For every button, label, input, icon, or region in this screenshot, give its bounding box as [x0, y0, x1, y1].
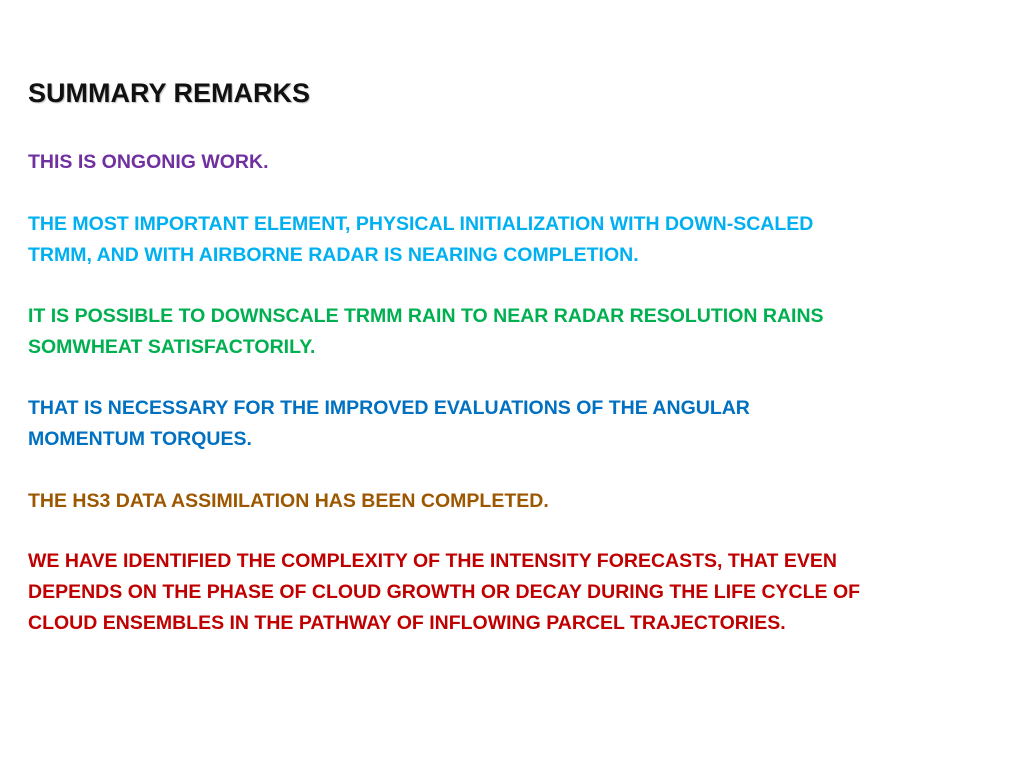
- remark-angular-momentum: [28, 393, 968, 455]
- remark-line: WE HAVE IDENTIFIED THE COMPLEXITY OF THE INTENSITY FORECASTS, THAT EVEN: [28, 550, 837, 572]
- remark-line: MOMENTUM TORQUES.: [28, 428, 252, 450]
- slide-title: SUMMARY REMARKS: [28, 78, 311, 108]
- remark-ongoing-work: [28, 147, 968, 178]
- remark-line: THE HS3 DATA ASSIMILATION HAS BEEN COMPLETED.: [28, 490, 549, 512]
- remark-line: SOMWHEAT SATISFACTORILY.: [28, 336, 316, 358]
- remark-line: THAT IS NECESSARY FOR THE IMPROVED EVALUATIONS OF THE ANGULAR: [28, 397, 750, 419]
- remark-hs3-assimilation: [28, 486, 968, 517]
- remark-line: THE MOST IMPORTANT ELEMENT, PHYSICAL INITIALIZATION WITH DOWN-SCALED: [28, 213, 814, 235]
- remark-intensity-forecasts: [28, 546, 968, 639]
- remark-line: THIS IS ONGONIG WORK.: [28, 151, 269, 173]
- remark-line: IT IS POSSIBLE TO DOWNSCALE TRMM RAIN TO NEAR RADAR RESOLUTION RAINS: [28, 305, 824, 327]
- remark-line: TRMM, AND WITH AIRBORNE RADAR IS NEARING COMPLETION.: [28, 244, 639, 266]
- remark-physical-initialization: [28, 209, 968, 271]
- remark-line: DEPENDS ON THE PHASE OF CLOUD GROWTH OR DECAY DURING THE LIFE CYCLE OF: [28, 581, 861, 603]
- remark-downscale-trmm: [28, 301, 968, 363]
- remark-line: CLOUD ENSEMBLES IN THE PATHWAY OF INFLOWING PARCEL TRAJECTORIES.: [28, 612, 786, 634]
